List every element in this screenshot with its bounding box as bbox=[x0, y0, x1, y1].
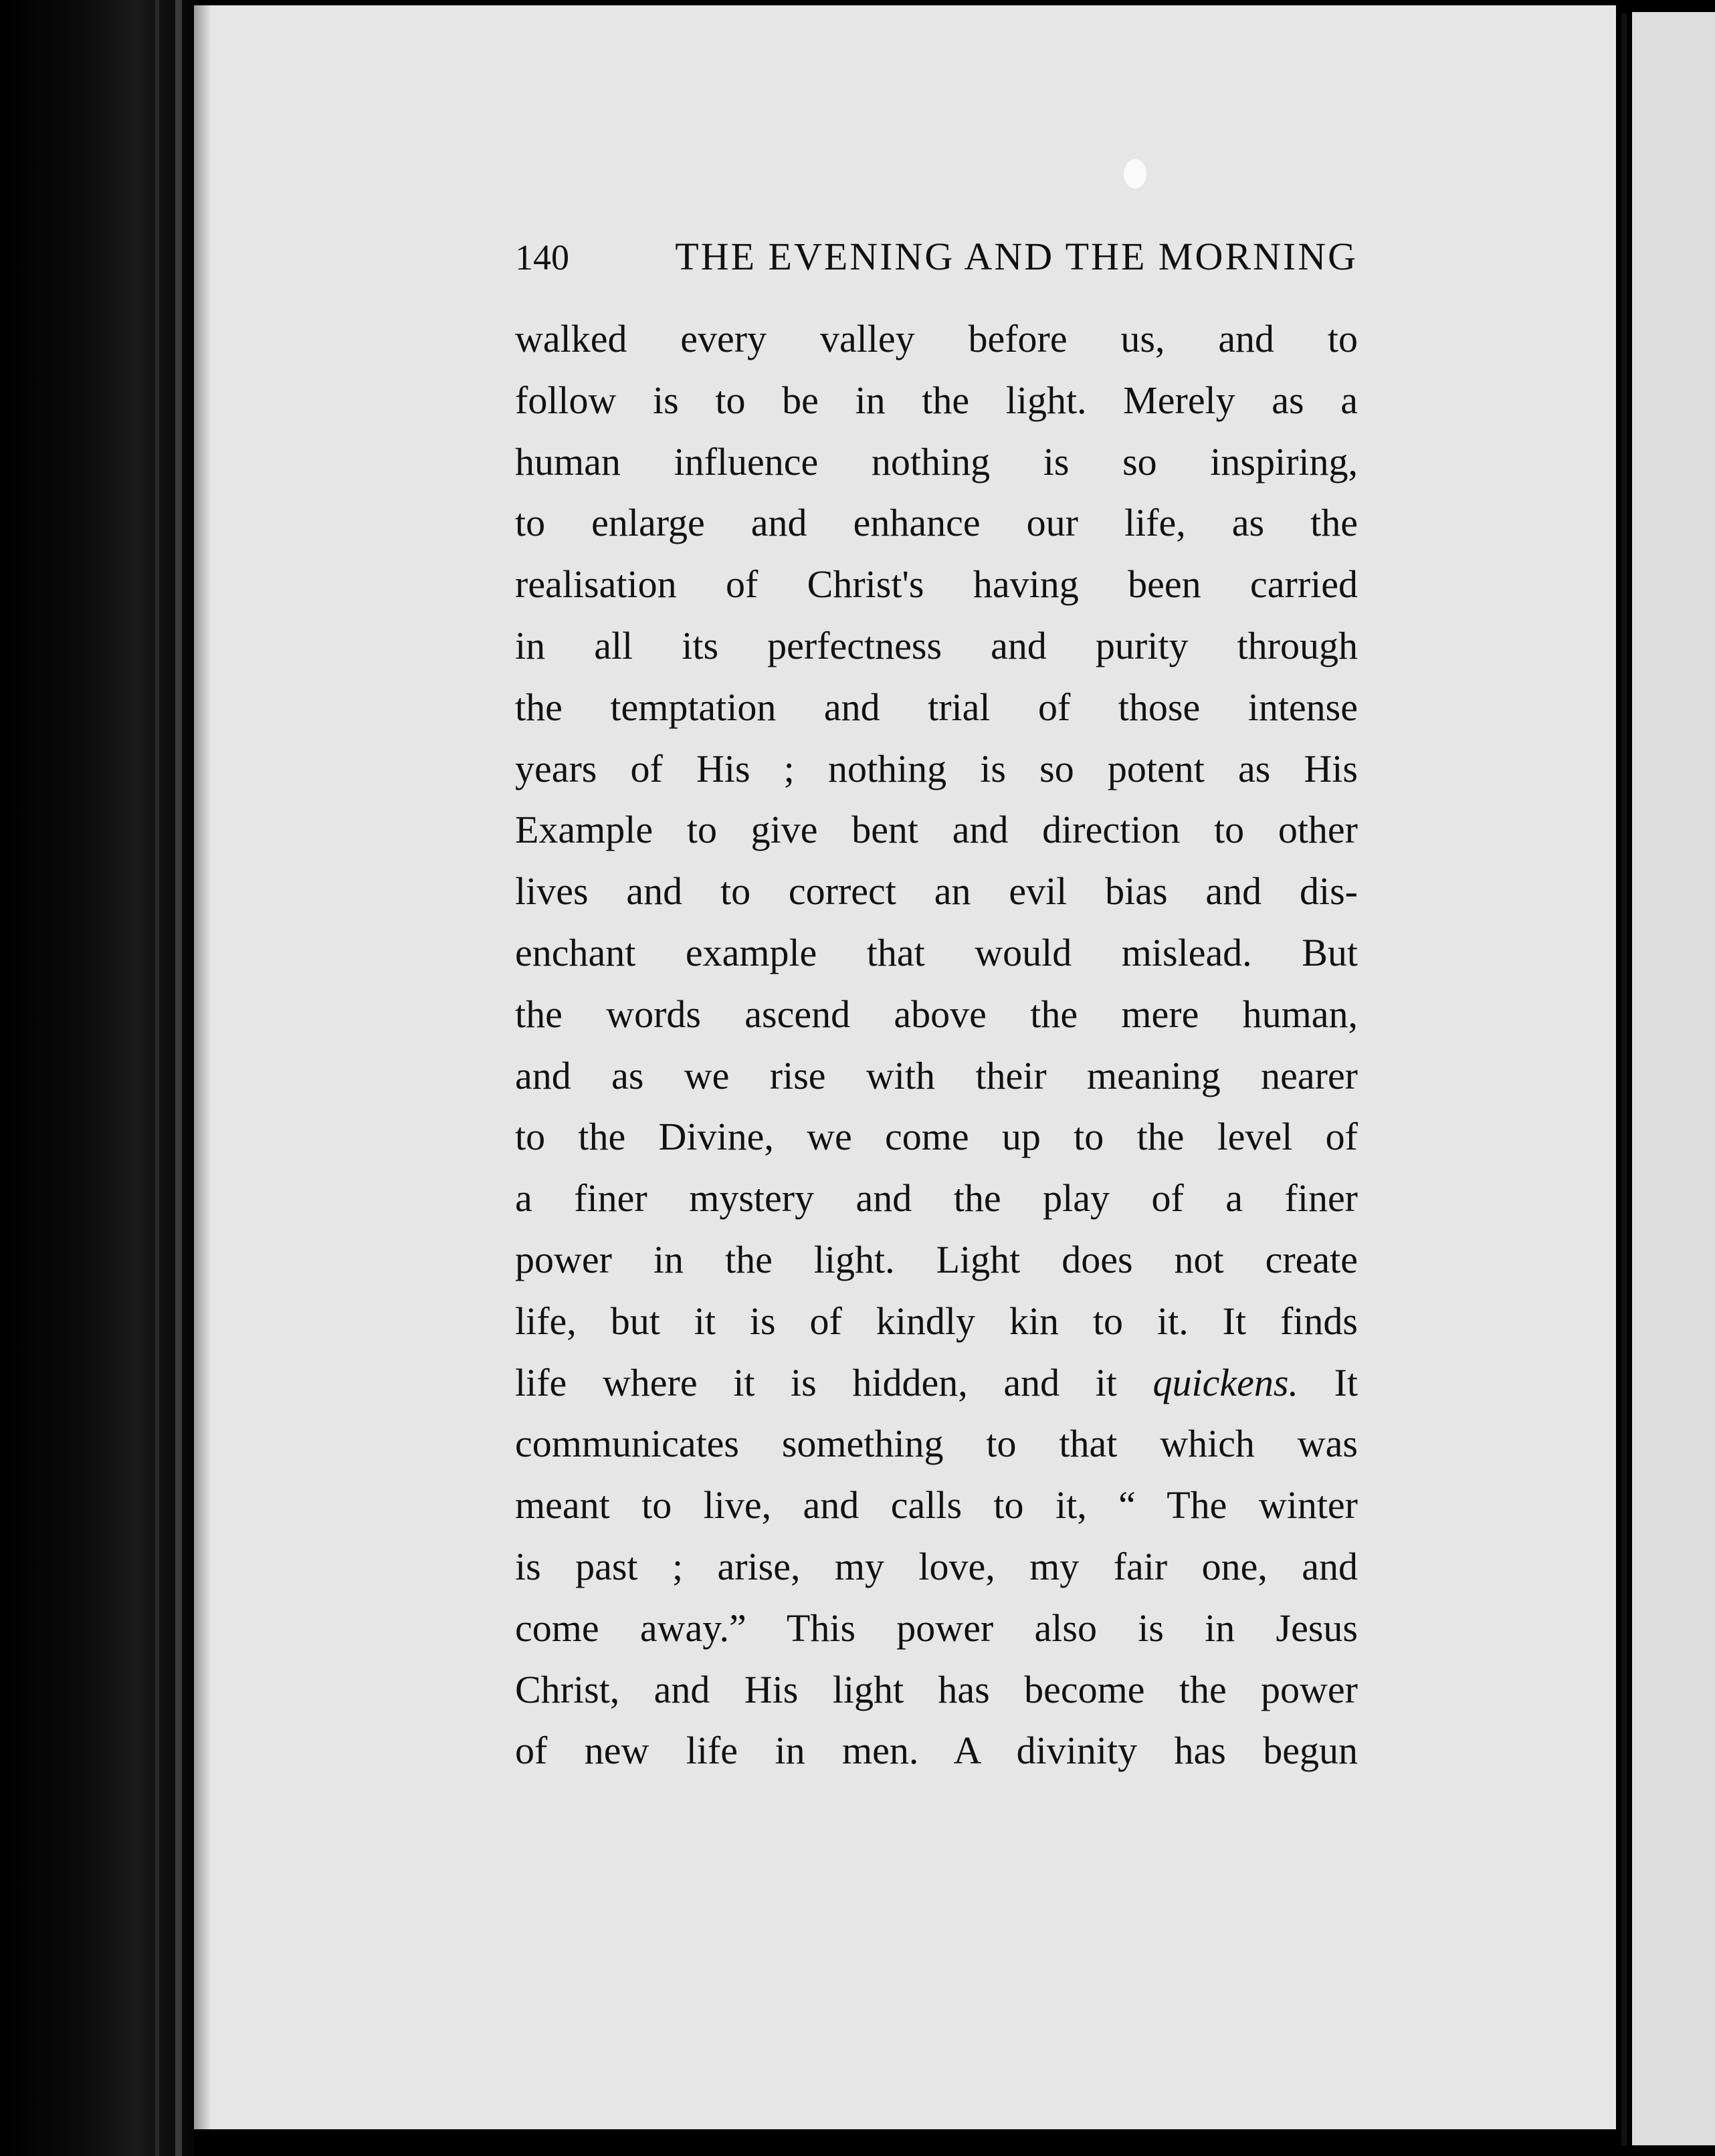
text-line: follow is to be in the light. Merely as a bbox=[515, 378, 1358, 422]
next-page-edge bbox=[1632, 12, 1715, 2145]
text-line: power in the light. Light does not create bbox=[515, 1237, 1358, 1281]
text-line: lives and to correct an evil bias and dis- bbox=[515, 869, 1358, 913]
text-line: of new life in men. A divinity has begun bbox=[515, 1729, 1358, 1773]
text-line: is past ; arise, my love, my fair one, and bbox=[515, 1544, 1358, 1588]
book-spine-shadow bbox=[0, 0, 194, 2156]
text-line: Christ, and His light has become the power bbox=[515, 1667, 1358, 1711]
line-segment: It bbox=[1298, 1360, 1358, 1404]
page-text bbox=[515, 234, 1358, 1782]
text-line-with-italic bbox=[515, 1352, 1358, 1414]
text-line: realisation of Christ's having been carried bbox=[515, 562, 1358, 607]
text-line: the words ascend above the mere human, bbox=[515, 992, 1358, 1036]
running-head bbox=[515, 234, 1358, 279]
spine-edge-line bbox=[175, 0, 182, 2156]
text-line: human influence nothing is so inspiring, bbox=[515, 439, 1358, 483]
text-line: life, but it is of kindly kin to it. It finds bbox=[515, 1299, 1358, 1343]
body-text bbox=[515, 308, 1358, 1782]
page-number: 140 bbox=[515, 237, 569, 278]
text-line: to the Divine, we come up to the level of bbox=[515, 1115, 1358, 1159]
right-edge-rule bbox=[1621, 13, 1627, 2145]
text-line: to enlarge and enhance our life, as the bbox=[515, 501, 1358, 545]
text-line: the temptation and trial of those intense bbox=[515, 685, 1358, 729]
text-line: walked every valley before us, and to bbox=[515, 317, 1358, 360]
text-line: meant to live, and calls to it, “ The winter bbox=[515, 1483, 1358, 1527]
text-line: years of His ; nothing is so potent as His bbox=[515, 746, 1358, 790]
spine-edge-line bbox=[155, 0, 159, 2156]
line-segment: life where it is hidden, and it bbox=[515, 1360, 1153, 1404]
gutter-shadow bbox=[194, 5, 211, 2129]
text-line: communicates something to that which was bbox=[515, 1422, 1358, 1466]
italic-word: quickens. bbox=[1152, 1360, 1298, 1404]
text-line: enchant example that would mislead. But bbox=[515, 930, 1358, 974]
text-line: and as we rise with their meaning nearer bbox=[515, 1053, 1358, 1097]
text-line: come away.” This power also is in Jesus bbox=[515, 1606, 1358, 1650]
text-line: Example to give bent and direction to other bbox=[515, 808, 1358, 852]
running-title: THE EVENING AND THE MORNING bbox=[675, 235, 1358, 278]
text-line: a finer mystery and the play of a finer bbox=[515, 1176, 1358, 1220]
text-line: in all its perfectness and purity through bbox=[515, 623, 1358, 667]
scan-speck bbox=[1124, 159, 1146, 189]
